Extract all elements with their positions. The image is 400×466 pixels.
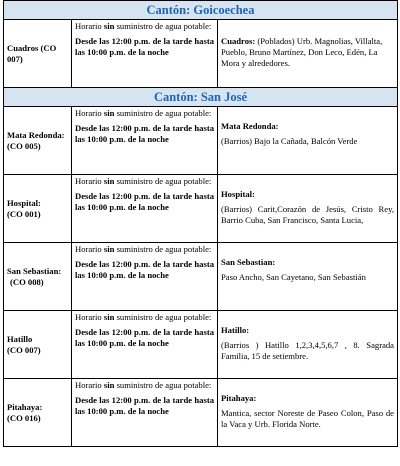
area-name: Mata Redonda: <box>221 121 279 131</box>
location-cell <box>4 175 72 243</box>
schedule-times: Desde las 12:00 p.m. de la tarde hasta las 10:00 p.m. de la noche <box>75 36 214 57</box>
canton-title: Cantón: San José <box>4 88 398 107</box>
schedule-pre: Horario <box>75 108 102 118</box>
schedule-times: Desde las 12:00 p.m. de la tarde hasta las 10:00 p.m. de la noche <box>75 123 214 144</box>
schedule-text <box>75 244 214 255</box>
schedule-post: suministro de agua potable: <box>116 108 212 118</box>
area-list: (Barrios) Bajo la Cañada, Balcón Verde <box>221 136 358 146</box>
canton-header-row <box>4 1 398 20</box>
schedule-pre: Horario <box>75 380 102 390</box>
schedule-cell <box>72 175 218 243</box>
location-code: (CO 008) <box>10 276 44 287</box>
table-row <box>4 243 398 311</box>
location-name: San Sebastian: <box>7 265 62 276</box>
schedule-cell <box>72 107 218 175</box>
schedule-bold: sin <box>103 312 115 322</box>
schedule-cell <box>72 379 218 447</box>
location-cell <box>4 20 72 88</box>
schedule-times: Desde las 12:00 p.m. de la tarde hasta las 10:00 p.m. de la noche <box>75 327 214 348</box>
schedule-text <box>75 21 214 32</box>
schedule-post: suministro de agua potable: <box>116 21 212 31</box>
table-row <box>4 379 398 447</box>
location-cell <box>4 311 72 379</box>
table-row <box>4 107 398 175</box>
schedule-text <box>75 108 214 119</box>
location-code: (CO 001) <box>7 208 41 219</box>
location-name: Hatillo <box>7 333 33 344</box>
schedule-post: suministro de agua potable: <box>116 380 212 390</box>
schedule-post: suministro de agua potable: <box>116 244 212 254</box>
location-code: (CO 007) <box>7 344 41 355</box>
location-name: Hospital: <box>7 197 41 208</box>
schedule-bold: sin <box>103 21 115 31</box>
schedule-cell <box>72 243 218 311</box>
schedule-times: Desde las 12:00 p.m. de la tarde hasta las 10:00 p.m. de la noche <box>75 191 214 212</box>
table-row <box>4 20 398 88</box>
schedule-text <box>75 380 214 391</box>
area-list: Paso Ancho, San Cayetano, San Sebastián <box>221 272 366 282</box>
location-code: (CO 016) <box>7 412 41 423</box>
areas-cell <box>218 107 398 175</box>
schedule-bold: sin <box>103 108 115 118</box>
schedule-post: suministro de agua potable: <box>116 176 212 186</box>
schedule-pre: Horario <box>75 312 102 322</box>
areas-cell <box>218 379 398 447</box>
schedule-bold: sin <box>103 176 115 186</box>
schedule-cell <box>72 311 218 379</box>
table-row <box>4 311 398 379</box>
schedule-times: Desde las 12:00 p.m. de la tarde hasta las 10:00 p.m. de la noche <box>75 395 214 416</box>
location-cell <box>4 107 72 175</box>
schedule-bold: sin <box>103 380 115 390</box>
schedule-bold: sin <box>103 244 115 254</box>
canton-header-row <box>4 88 398 107</box>
schedule-pre: Horario <box>75 244 102 254</box>
area-name: Cuadros: <box>221 36 256 46</box>
schedule-pre: Horario <box>75 21 102 31</box>
location-code: (CO 005) <box>7 140 41 151</box>
location-name: Pitahaya: <box>7 401 43 412</box>
table-row <box>4 175 398 243</box>
areas-cell <box>218 311 398 379</box>
areas-cell <box>218 243 398 311</box>
area-name: Hatillo: <box>221 325 250 335</box>
areas-cell <box>218 175 398 243</box>
area-name: San Sebastian: <box>221 257 276 267</box>
area-list: (Barrios ) Hatillo 1,2,3,4,5,6,7 , 8. Sagrada Familia, 15 de setiembre. <box>221 340 394 361</box>
area-name: Pitahaya: <box>221 393 257 403</box>
water-outage-table <box>3 0 398 447</box>
location-cell <box>4 379 72 447</box>
canton-title: Cantón: Goicoechea <box>4 1 398 20</box>
areas-cell <box>218 20 398 88</box>
schedule-pre: Horario <box>75 176 102 186</box>
location-name: Mata Redonda: <box>7 129 65 140</box>
schedule-cell <box>72 20 218 88</box>
schedule-post: suministro de agua potable: <box>116 312 212 322</box>
area-name: Hospital: <box>221 189 255 199</box>
area-list: (Poblados) Urb. Magnolias, Villalta, Pueblo, Bruno Martínez, Don Leco, Edén, La Mora y alrededores. <box>221 36 383 68</box>
schedule-times: Desde las 12:00 p.m. de la tarde hasta las 10:00 p.m. de la noche <box>75 259 214 280</box>
area-list: Mantica, sector Noreste de Paseo Colon, Paso de la Vaca y Urb. Florida Norte. <box>221 408 394 429</box>
location-cell <box>4 243 72 311</box>
area-list: (Barrios) Carit,Corazón de Jesús, Cristo Rey, Barrio Cuba, San Francisco, Santa Lucia, <box>221 204 394 225</box>
location-name: Cuadros (CO 007) <box>7 42 57 64</box>
schedule-text <box>75 312 214 323</box>
schedule-text <box>75 176 214 187</box>
